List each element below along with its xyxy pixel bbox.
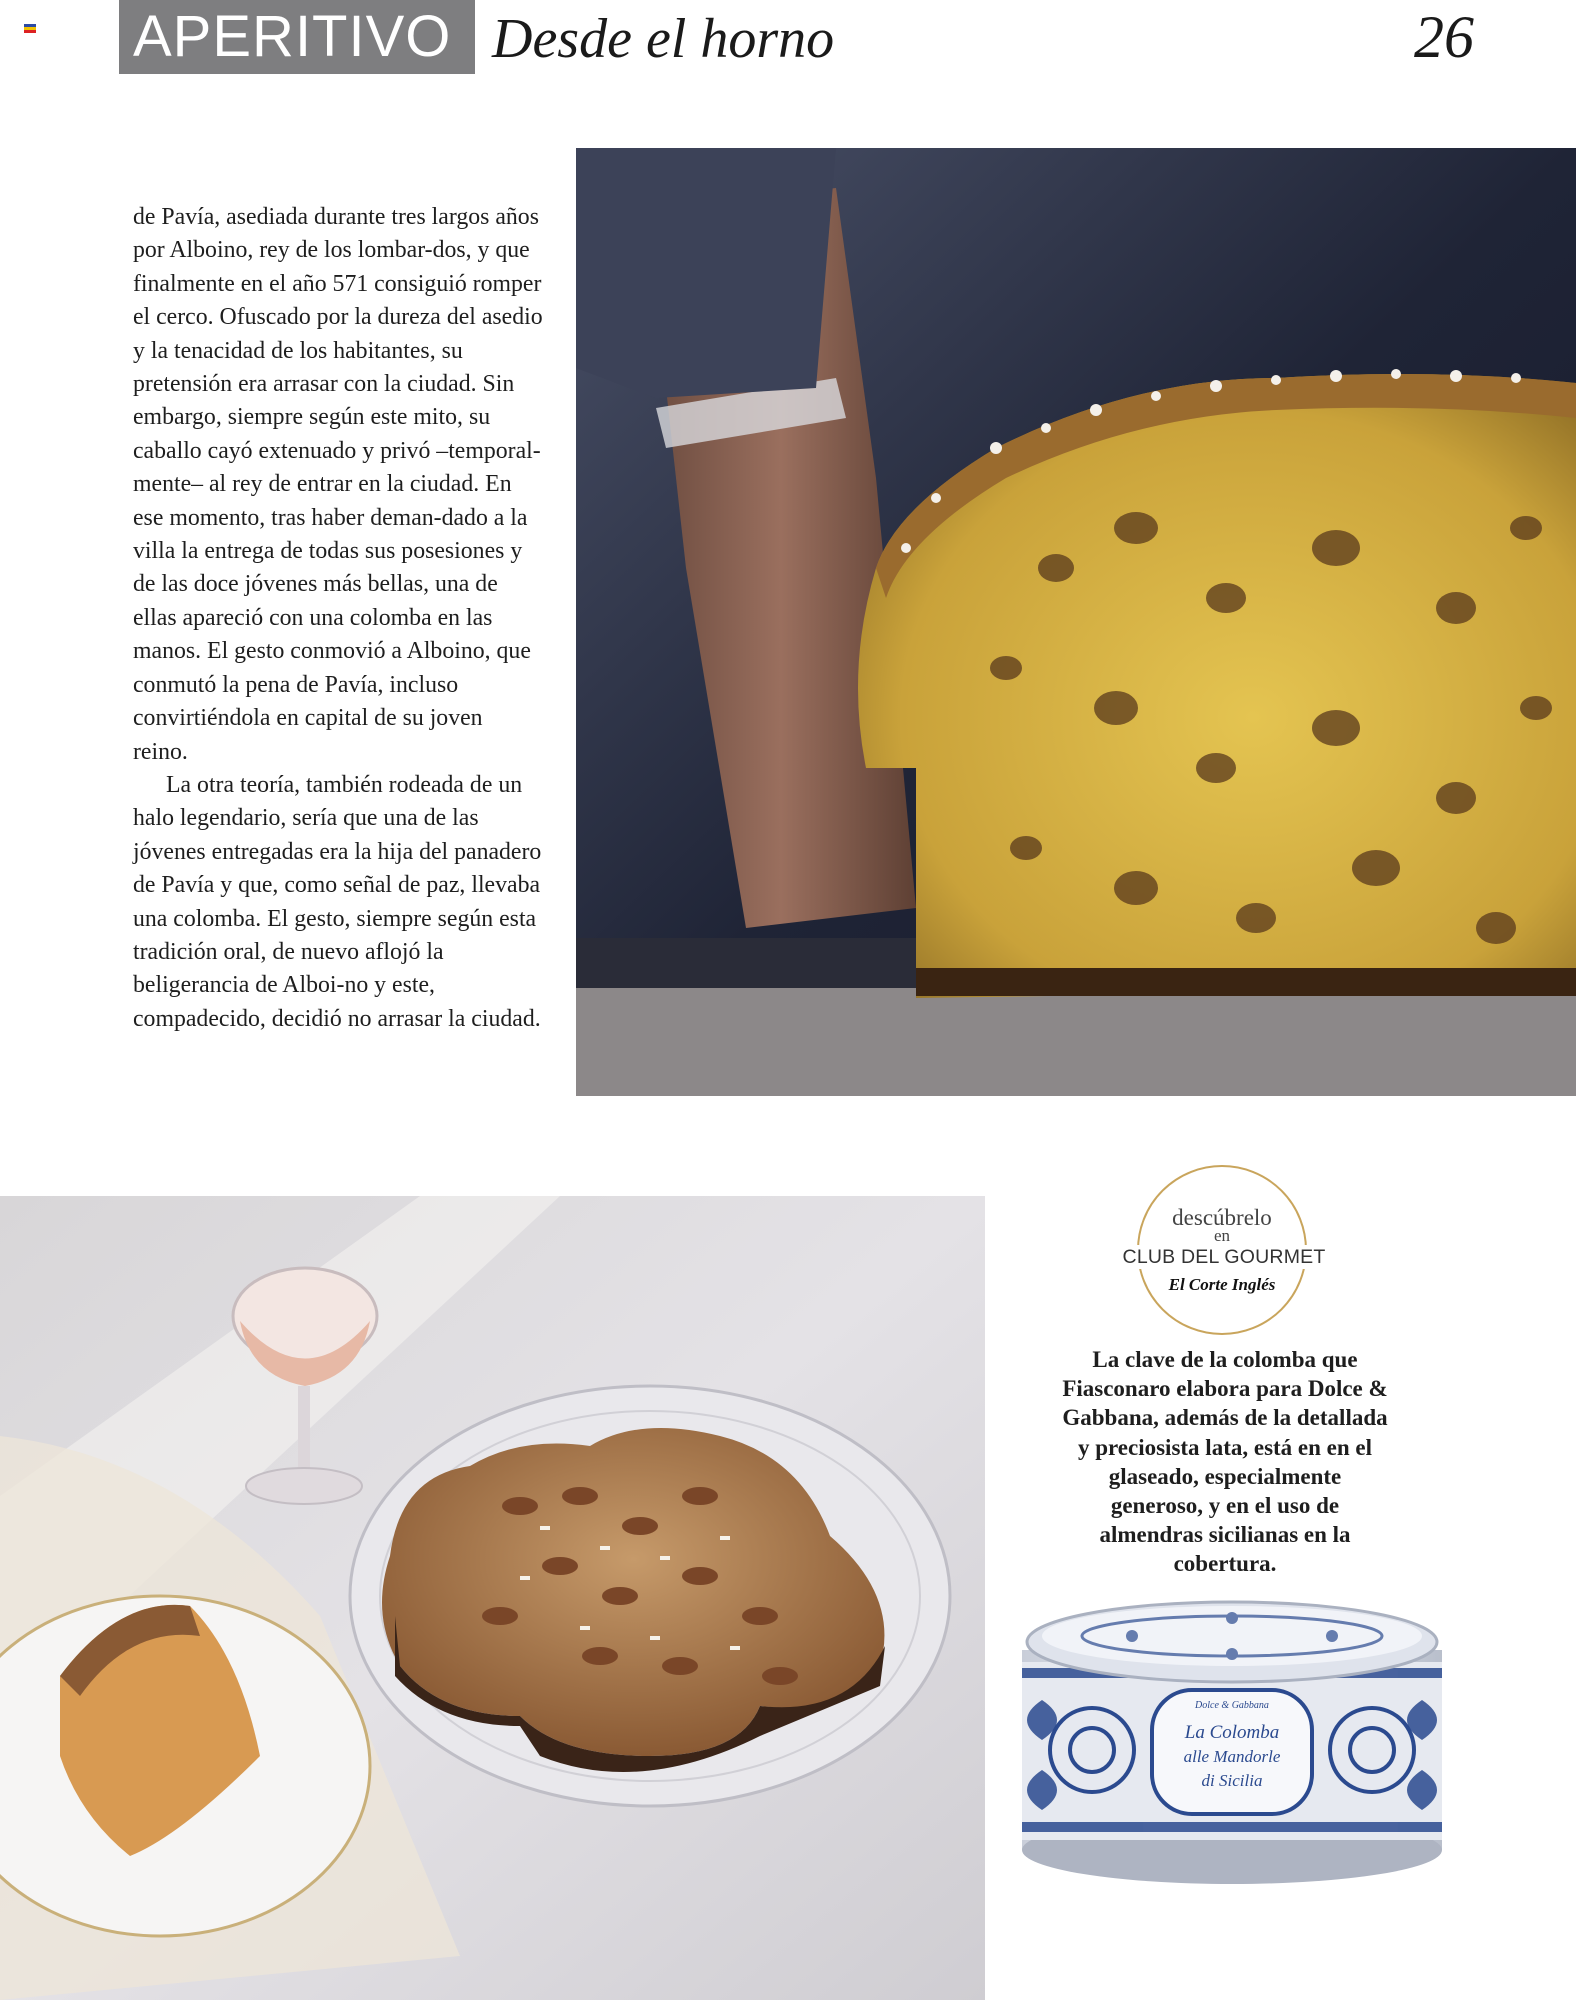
- club-del-gourmet-badge: [1122, 1165, 1326, 1335]
- article-paragraph: de Pavía, asediada durante tres largos años por Alboino, rey de los lombar-dos, y que finalmente en el año 571 consiguió romper el cerco. Ofuscado por la dureza del asedio y la tenacidad de los habitantes, su pretensión era arrasar con la ciudad. Sin embargo, siempre según este mito, su caballo cayó extenuado y privó –temporal-mente– al rey de entrar en la ciudad. En ese momento, tras haber deman-dado a la villa la entrega de todas sus posesiones y de las doce jóvenes más bellas, una de ellas apareció con una colomba en las manos. El gesto conmovió a Alboino, que conmutó la pena de Pavía, incluso convirtiéndola en capital de su joven reino.: [133, 204, 543, 765]
- section-label: APERITIVO: [119, 0, 475, 74]
- badge-line2: en: [1213, 1226, 1231, 1245]
- flag-icon: [24, 24, 36, 33]
- colomba-tin-image: [1012, 1590, 1452, 1890]
- tin-maker-label: Dolce & Gabbana: [1195, 1700, 1269, 1711]
- page-number: 26: [1414, 4, 1474, 70]
- tin-label-line3: di Sicilia: [1201, 1771, 1263, 1790]
- article-body: [133, 201, 543, 1036]
- badge-line1: descúbrelo: [1172, 1205, 1272, 1230]
- colomba-cross-section-photo: [576, 148, 1576, 1096]
- badge-brand-logo: El Corte Inglés: [1168, 1275, 1276, 1294]
- colomba-table-photo: [0, 1196, 985, 2000]
- product-caption: La clave de la colomba que Fiasconaro elabora para Dolce & Gabbana, además de la detallada y preciosista lata, está en en el glaseado, especialmente generoso, y en el uso de almendras sicilianas en la cobertura.: [1062, 1347, 1388, 1577]
- tin-label-line2: alle Mandorle: [1183, 1747, 1281, 1766]
- tin-label-line1: La Colomba: [1184, 1722, 1280, 1743]
- article-paragraph: La otra teoría, también rodeada de un halo legendario, sería que una de las jóvenes entregadas era la hija del panadero de Pavía y que, como señal de paz, llevaba una colomba. El gesto, siempre según esta tradición oral, de nuevo aflojó la beligerancia de Alboi-no y este, compadecido, decidió no arrasar la ciudad.: [133, 771, 542, 1032]
- section-subtitle: Desde el horno: [492, 8, 835, 70]
- badge-club-name: CLUB DEL GOURMET: [1099, 1245, 1349, 1269]
